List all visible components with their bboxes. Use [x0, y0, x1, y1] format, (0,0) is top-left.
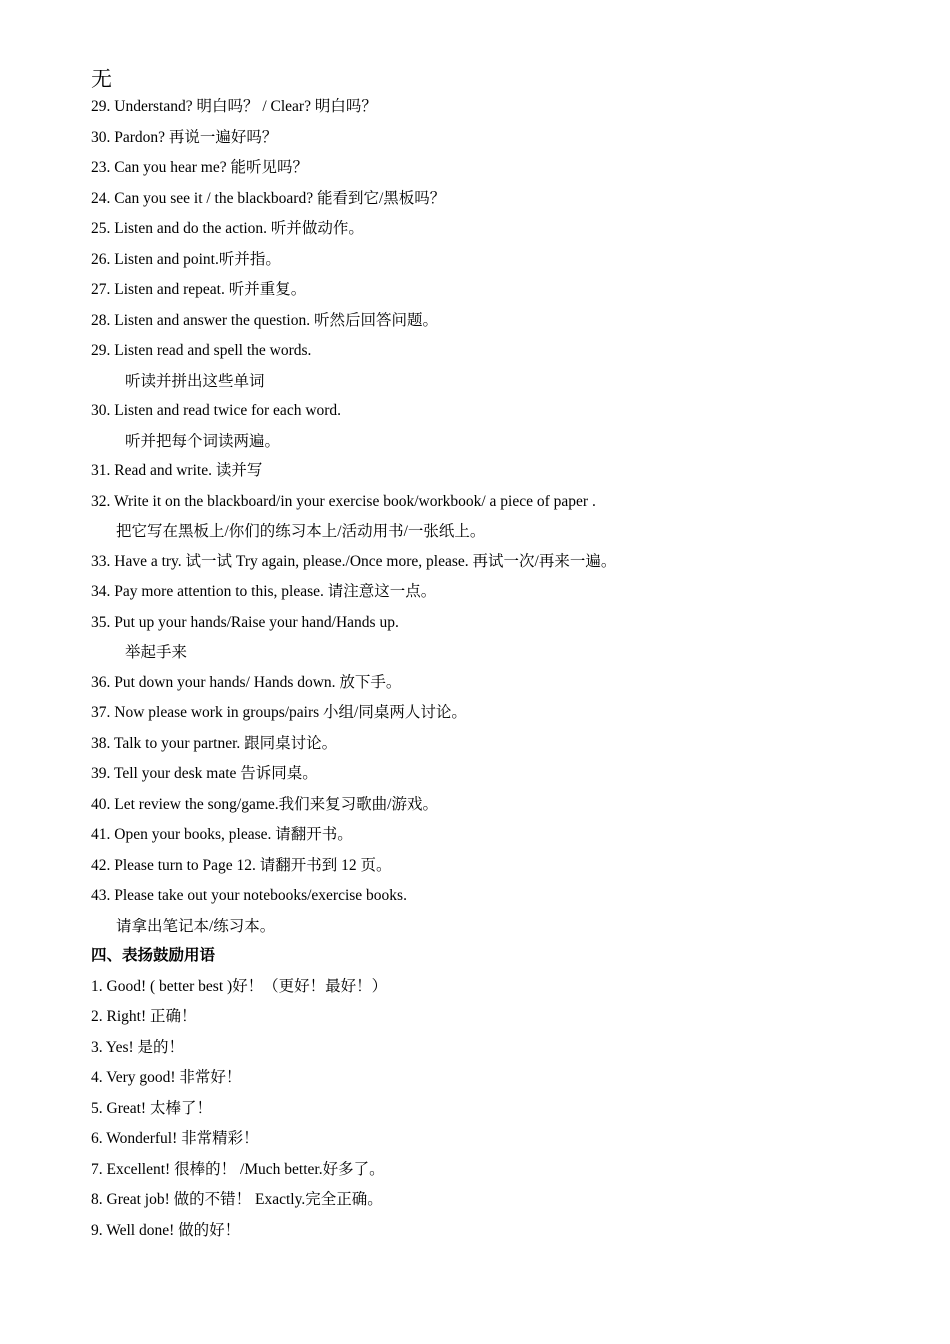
text-line: 23. Can you hear me? 能听见吗？	[91, 159, 308, 176]
text-line: 32. Write it on the blackboard/in your exercise book/workbook/ a piece of paper .	[91, 492, 596, 510]
text-line: 30. Listen and read twice for each word.	[91, 402, 342, 419]
text-line: 28. Listen and answer the question. 听然后回答问题。	[91, 311, 438, 329]
text-line: 41. Open your books, please. 请翻开书。	[91, 826, 353, 843]
text-line: 40. Let review the song/game.我们来复习歌曲/游戏。	[91, 795, 438, 813]
text-line: 25. Listen and do the action. 听并做动作。	[91, 220, 364, 237]
text-line: 39. Tell your desk mate 告诉同桌。	[91, 765, 318, 782]
text-line: 42. Please turn to Page 12. 请翻开书到 12 页。	[91, 856, 392, 874]
text-line: 9. Well done! 做的好！	[91, 1221, 241, 1239]
text-line: 26. Listen and point.听并指。	[91, 250, 281, 268]
text-line: 36. Put down your hands/ Hands down. 放下手。	[91, 673, 402, 691]
section-heading: 四、表扬鼓励用语	[91, 947, 216, 964]
text-line: 听读并拼出这些单词	[125, 372, 265, 390]
text-line: 请拿出笔记本/练习本。	[116, 917, 276, 935]
text-line: 24. Can you see it / the blackboard? 能看到它/黑板吗？	[91, 189, 446, 207]
text-line: 2. Right! 正确！	[91, 1008, 197, 1025]
text-line: 37. Now please work in groups/pairs 小组/同桌两人讨论。	[91, 704, 467, 721]
text-line: 1. Good! ( better best )好！（更好！最好！）	[91, 977, 388, 995]
text-line: 38. Talk to your partner. 跟同桌讨论。	[91, 734, 338, 752]
text-line: 5. Great! 太棒了！	[91, 1099, 212, 1117]
text-line: 31. Read and write. 读并写	[91, 462, 263, 479]
text-line: 举起手来	[125, 644, 188, 661]
text-line: 35. Put up your hands/Raise your hand/Hands up.	[91, 613, 399, 631]
text-line: 把它写在黑板上/你们的练习本上/活动用书/一张纸上。	[116, 523, 486, 540]
text-line: 4. Very good! 非常好！	[91, 1069, 242, 1086]
text-line: 6. Wonderful! 非常精彩！	[91, 1130, 259, 1147]
text-line: 43. Please take out your notebooks/exercise books.	[91, 887, 407, 904]
text-line: 29. Understand? 明白吗？ / Clear? 明白吗？	[91, 98, 377, 115]
text-line: 34. Pay more attention to this, please. 请注意这一点。	[91, 583, 437, 600]
text-line: 7. Excellent! 很棒的！ /Much better.好多了。	[91, 1160, 385, 1178]
text-line: 3. Yes! 是的！	[91, 1038, 185, 1056]
text-lines	[91, 92, 911, 1246]
text-line: 30. Pardon? 再说一遍好吗？	[91, 128, 278, 146]
text-line: 33. Have a try. 试一试 Try again, please./Once more, please. 再试一次/再来一遍。	[91, 552, 617, 570]
text-line: 听并把每个词读两遍。	[125, 432, 281, 450]
text-line: 29. Listen read and spell the words.	[91, 342, 312, 359]
header-character: 无	[91, 67, 112, 91]
text-line: 27. Listen and repeat. 听并重复。	[91, 281, 307, 298]
text-line: 8. Great job! 做的不错！ Exactly.完全正确。	[91, 1191, 383, 1208]
